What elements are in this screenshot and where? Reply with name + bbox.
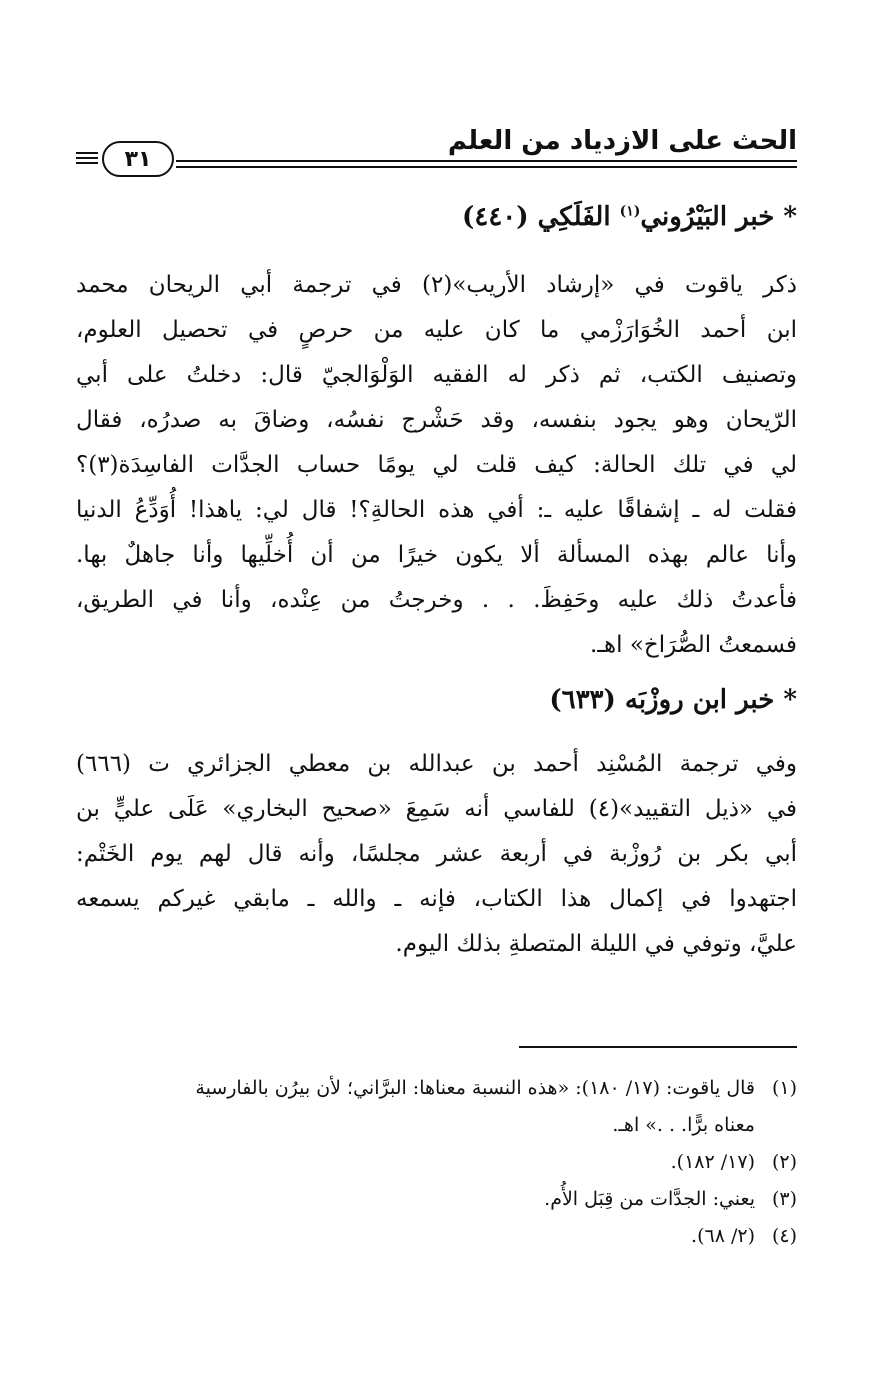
footnote-text: قال ياقوت: (١٧/ ١٨٠): «هذه النسبة معناها: البرَّاني؛ لأن بيرُن بالفارسية: [195, 1077, 755, 1099]
paragraph-biruni: [76, 263, 797, 668]
text-line: ابن أحمد الخُوَارَزْمي ما كان عليه من حرصٍ في تحصيل العلوم،: [76, 317, 797, 343]
running-title: الحث على الازدياد من العلم: [447, 126, 797, 156]
header-rule-upper: [176, 160, 797, 162]
heading-text: * خبر البَيْرُوني: [640, 202, 797, 232]
footnote-number: (٣): [771, 1188, 797, 1210]
heading-text-rest: الفَلَكِي (٤٤٠): [462, 202, 620, 232]
footnote-text: يعني: الجدَّات من قِبَل الأُم.: [544, 1188, 755, 1210]
footnotes: [76, 1070, 797, 1255]
text-line: وأنا عالم بهذه المسألة ألا يكون خيرًا من أن أُخلِّيها وأنا جاهلٌ بها.: [76, 542, 797, 568]
footnote-text: (١٧/ ١٨٢).: [670, 1151, 755, 1173]
footnote-1-continued: [76, 1107, 797, 1144]
heading-footnote-ref: (١): [619, 203, 641, 220]
text-line: فقلت له ـ إشفاقًا عليه ـ: أفي هذه الحالةِ؟! قال لي: ياهذا! أُوَدِّعُ الدنيا: [76, 497, 797, 523]
text-line: لي في تلك الحالة: كيف قلت لي يومًا حساب الجدَّات الفاسِدَة(٣)؟: [76, 452, 797, 478]
footnote-4: [76, 1218, 797, 1255]
footnote-3: [76, 1181, 797, 1218]
header-ornament: [76, 152, 98, 166]
text-line: فسمعتُ الصُّرَاخ» اهـ.: [589, 632, 797, 658]
section-heading-biruni: [76, 197, 797, 237]
text-line: فأعدتُ ذلك عليه وحَفِظَ. . . وخرجتُ من عِنْده، وأنا في الطريق،: [76, 587, 797, 613]
text-line: في «ذيل التقييد»(٤) للفاسي أنه سَمِعَ «صحيح البخاري» عَلَى عليٍّ بن: [76, 796, 797, 822]
text-line: اجتهدوا في إكمال هذا الكتاب، فإنه ـ والله ـ مابقي غيركم يسمعه: [76, 886, 797, 912]
footnote-text: (٢/ ٦٨).: [691, 1225, 755, 1247]
text-line: ذكر ياقوت في «إرشاد الأريب»(٢) في ترجمة أبي الريحان محمد: [76, 272, 797, 298]
header-rule-lower: [176, 166, 797, 168]
footnote-number: (٤): [771, 1225, 797, 1247]
section-heading-ibn-ruzbah: * خبر ابن روزْبَه (٦٣٣): [549, 685, 797, 715]
footnote-number: (١): [771, 1077, 797, 1099]
page-number-frame: [102, 141, 174, 177]
text-line: الرّيحان وهو يجود بنفسه، وقد حَشْرج نفسُه، وضاقَ به صدرُه، فقال: [76, 407, 797, 433]
text-line: عليَّ، وتوفي في الليلة المتصلةِ بذلك اليوم.: [395, 931, 797, 957]
text-line: أبي بكر بن رُوزْبة في أربعة عشر مجلسًا، وأنه قال لهم يوم الخَتْم:: [76, 841, 797, 867]
footnote-separator: [519, 1046, 797, 1048]
text-line: وفي ترجمة المُسْنِد أحمد بن عبدالله بن معطي الجزائري ت (٦٦٦): [76, 751, 797, 777]
footnote-1: [76, 1070, 797, 1107]
footnote-text: معناه برًّا. . .» اهـ.: [612, 1114, 755, 1136]
paragraph-ibn-ruzbah: [76, 742, 797, 967]
footnote-number: (٢): [771, 1151, 797, 1173]
page-number: ٣١: [124, 146, 152, 172]
footnote-2: [76, 1144, 797, 1181]
text-line: وتصنيف الكتب، ثم ذكر له الفقيه الوَلْوَالجيّ قال: دخلتُ على أبي: [76, 362, 797, 388]
